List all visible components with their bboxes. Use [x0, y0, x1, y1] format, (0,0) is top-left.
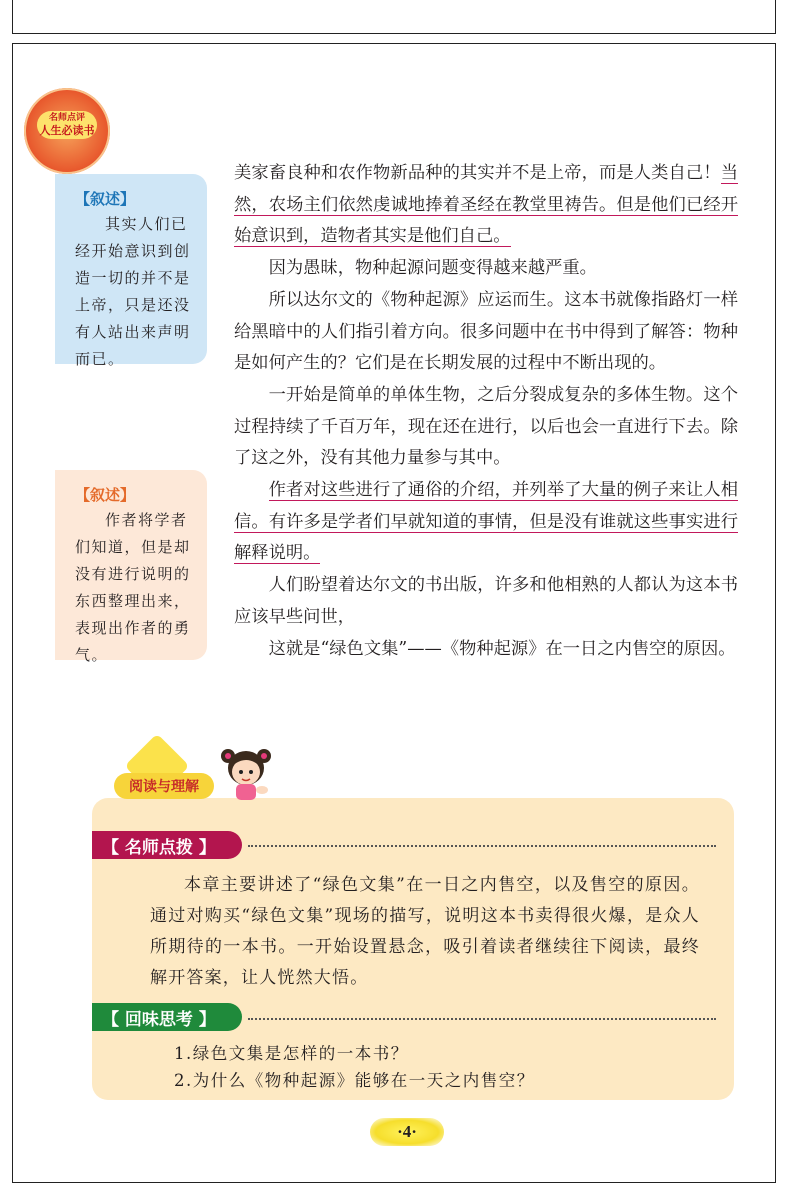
paragraph-7: 这就是“绿色文集”——《物种起源》在一日之内售空的原因。 — [268, 638, 736, 659]
paragraph-1-plain: 美家畜良种和农作物新品种的其实并不是上帝，而是人类自己！ — [234, 163, 721, 183]
badge-line2: 人生必读书 — [39, 124, 95, 137]
reflection-tag: 【 回味思考 】 — [92, 1003, 242, 1031]
underlined-passage-1: 当然，农场主们依然虔诚地捧着圣经在教堂里祷告。但是他们已经开始意识到，造物者其实是他们自己。 — [234, 163, 738, 247]
reflection-questions — [174, 1040, 694, 1094]
paragraph-3: 所以达尔文的《物种起源》应运而生。这本书就像指路灯一样给黑暗中的人们指引着方向。很多问题中在书中得到了解答：物种是如何产生的？它们是在长期发展的过程中不断出现的。 — [234, 289, 738, 374]
girl-illustration — [216, 746, 280, 802]
page-number: ·4· — [370, 1118, 444, 1146]
question-item: 2.为什么《物种起源》能够在一天之内售空？ — [174, 1071, 535, 1090]
paragraph-4: 一开始是简单的单体生物，之后分裂成复杂的多体生物。这个过程持续了千百万年，现在还在进行，以后也会一直进行下去。除了这之外，没有其他力量参与其中。 — [234, 384, 738, 469]
side-note-body: 作者将学者们知道，但是却没有进行说明的东西整理出来，表现出作者的勇气。 — [75, 511, 191, 664]
dotted-rule — [248, 845, 716, 847]
side-note-title: 【叙述】 — [75, 486, 136, 504]
side-note-title: 【叙述】 — [75, 190, 136, 208]
side-note-2 — [55, 470, 207, 664]
reading-section-label: 阅读与理解 — [114, 773, 214, 799]
paragraph-5 — [234, 475, 738, 570]
side-note-1 — [55, 174, 207, 368]
paragraph-6: 人们盼望着达尔文的书出版，许多和他相熟的人都认为这本书应该早些问世， — [234, 575, 738, 627]
teacher-comment-text — [150, 870, 700, 994]
side-note-body: 其实人们已经开始意识到创造一切的并不是上帝，只是还没有人站出来声明而已。 — [75, 215, 191, 368]
dotted-rule — [248, 1018, 716, 1020]
teacher-comment-tag: 【 名师点拨 】 — [92, 831, 242, 859]
paragraph-2: 因为愚昧，物种起源问题变得越来越严重。 — [268, 258, 597, 279]
badge-line1: 名师点评 — [48, 113, 85, 123]
question-item: 1.绿色文集是怎样的一本书？ — [174, 1044, 409, 1063]
paragraph-1 — [234, 158, 738, 253]
series-badge-label — [37, 111, 97, 139]
main-text — [234, 158, 738, 665]
underlined-passage-2: 作者对这些进行了通俗的介绍，并列举了大量的例子来让人相信。有许多是学者们早就知道的事情，但是没有谁就这些事实进行解释说明。 — [234, 480, 738, 564]
top-frame — [12, 0, 776, 34]
teacher-comment-paragraph: 本章主要讲述了“绿色文集”在一日之内售空，以及售空的原因。通过对购买“绿色文集”现场的描写，说明这本书卖得很火爆，是众人所期待的一本书。一开始设置悬念，吸引着读者继续往下阅读，最终解开答案，让人恍然大悟。 — [150, 875, 700, 988]
